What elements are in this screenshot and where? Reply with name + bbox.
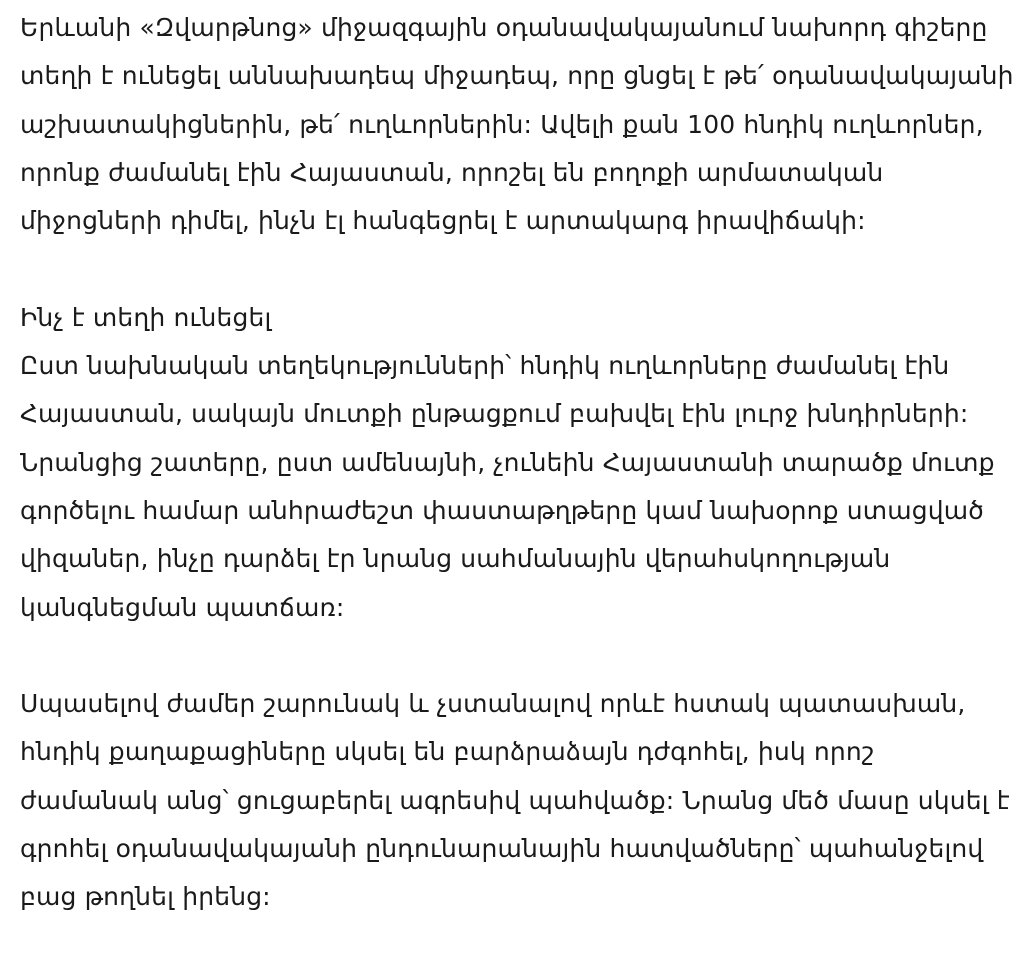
- article-paragraph-details: Ըստ նախնական տեղեկությունների՝ հնդիկ ուղևորները ժամանել էին Հայաստան, սակայն մուտքի ընթացքում բախվել էին լուրջ խնդիրների: Նրանցից շատերը, ըստ ամենայնի, չունեին Հայաստանի տարածք մուտք գործելու համար անհրաժեշտ փաստաթղթերը կամ նախօրոք ստացված վիզաներ, ինչը դարձել էր նրանց սահմանային վերահսկողության կանգնեցման պատճառ:: [20, 351, 995, 622]
- section-heading: Ինչ է տեղի ունեցել: [20, 302, 272, 332]
- article-paragraph-escalation: Սպասելով ժամեր շարունակ և չստանալով որևէ հստակ պատասխան, հնդիկ քաղաքացիները սկսել են բարձրաձայն դժգոհել, իսկ որոշ ժամանակ անց՝ ցուցաբերել ագրեսիվ պահվածք: Նրանց մեծ մասը սկսել է գրոհել օդանավակայանի ընդունարանային հատվածները՝ պահանջելով բաց թողնել իրենց:: [20, 689, 1010, 912]
- article-paragraph-intro: Երևանի «Զվարթնոց» միջազգային օդանավակայանում նախորդ գիշերը տեղի է ունեցել աննախադեպ միջադեպ, որը ցնցել է թե՛ օդանավակայանի աշխատակիցներին, թե՛ ուղևորներին: Ավելի քան 100 հնդիկ ուղևորներ, որոնք ժամանել էին Հայաստան, որոշել են բողոքի արմատական միջոցների դիմել, ինչն էլ հանգեցրել է արտակարգ իրավիճակի:: [20, 13, 1014, 236]
